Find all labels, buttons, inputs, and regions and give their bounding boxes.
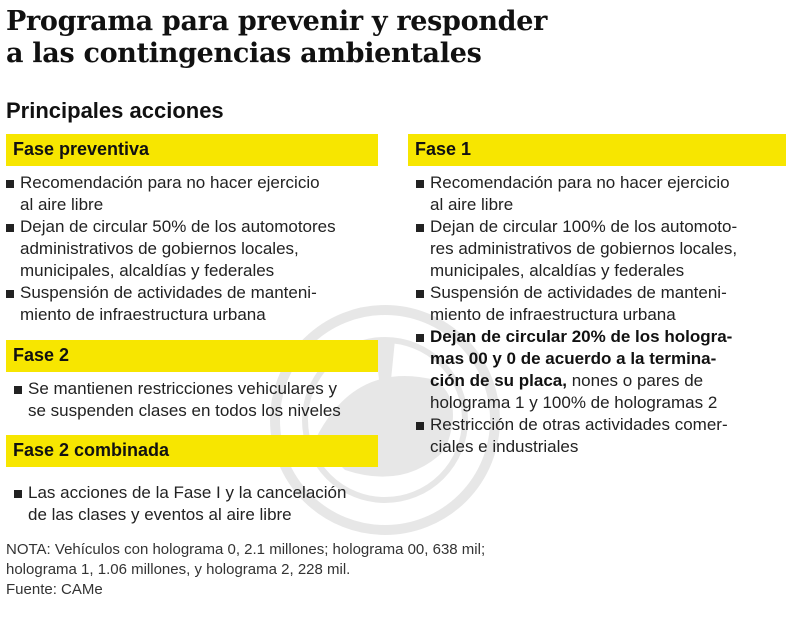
phase-header-preventiva: Fase preventiva bbox=[6, 134, 378, 166]
page-title bbox=[6, 6, 786, 70]
footnote-line-1: NOTA: Vehículos con holograma 0, 2.1 millones; holograma 00, 638 mil; bbox=[6, 541, 486, 558]
footnote bbox=[6, 540, 485, 600]
bullet-icon bbox=[416, 224, 424, 232]
list-item: Restricción de otras actividades comer- ciales e industriales bbox=[416, 414, 737, 458]
footnote-line-2: holograma 1, 1.06 millones, y holograma 2, 228 mil. bbox=[6, 561, 351, 578]
list-item: Dejan de circular 100% de los automoto- res administrativos de gobiernos locales, municipales, alcaldías y federales bbox=[416, 216, 737, 282]
list-item: Se mantienen restricciones vehiculares y se suspenden clases en todos los niveles bbox=[14, 378, 341, 422]
source-credit: Fuente: CAMe bbox=[6, 581, 103, 598]
phase-preventiva-list bbox=[6, 172, 336, 326]
bullet-icon bbox=[6, 224, 14, 232]
bullet-icon bbox=[416, 334, 424, 342]
list-item: Suspensión de actividades de manteni- miento de infraestructura urbana bbox=[6, 282, 336, 326]
phase-1-list bbox=[416, 172, 737, 458]
list-item: Las acciones de la Fase I y la cancelación de las clases y eventos al aire libre bbox=[14, 482, 346, 526]
title-line-2: a las contingencias ambientales bbox=[6, 38, 482, 69]
list-item: Recomendación para no hacer ejercicio al aire libre bbox=[6, 172, 336, 216]
phase-header-fase-2: Fase 2 bbox=[6, 340, 378, 372]
phase-2-combinada-list bbox=[14, 482, 346, 526]
bullet-icon bbox=[14, 490, 22, 498]
bullet-icon bbox=[416, 290, 424, 298]
bullet-icon bbox=[416, 180, 424, 188]
list-item: Suspensión de actividades de manteni- miento de infraestructura urbana bbox=[416, 282, 737, 326]
bullet-icon bbox=[14, 386, 22, 394]
phase-2-list bbox=[14, 378, 341, 422]
bullet-icon bbox=[416, 422, 424, 430]
title-line-1: Programa para prevenir y responder bbox=[6, 6, 548, 37]
phase-header-fase-1: Fase 1 bbox=[408, 134, 786, 166]
list-item: Recomendación para no hacer ejercicio al aire libre bbox=[416, 172, 737, 216]
section-subtitle: Principales acciones bbox=[6, 98, 224, 123]
bullet-icon bbox=[6, 290, 14, 298]
list-item: Dejan de circular 50% de los automotores administrativos de gobiernos locales, municipales, alcaldías y federales bbox=[6, 216, 336, 282]
phase-header-fase-2-combinada: Fase 2 combinada bbox=[6, 435, 378, 467]
bullet-icon bbox=[6, 180, 14, 188]
list-item-highlighted: Dejan de circular 20% de los hologra- mas 00 y 0 de acuerdo a la termina- ción de su placa, nones o pares de holograma 1 y 100% de hologramas 2 bbox=[416, 326, 737, 414]
